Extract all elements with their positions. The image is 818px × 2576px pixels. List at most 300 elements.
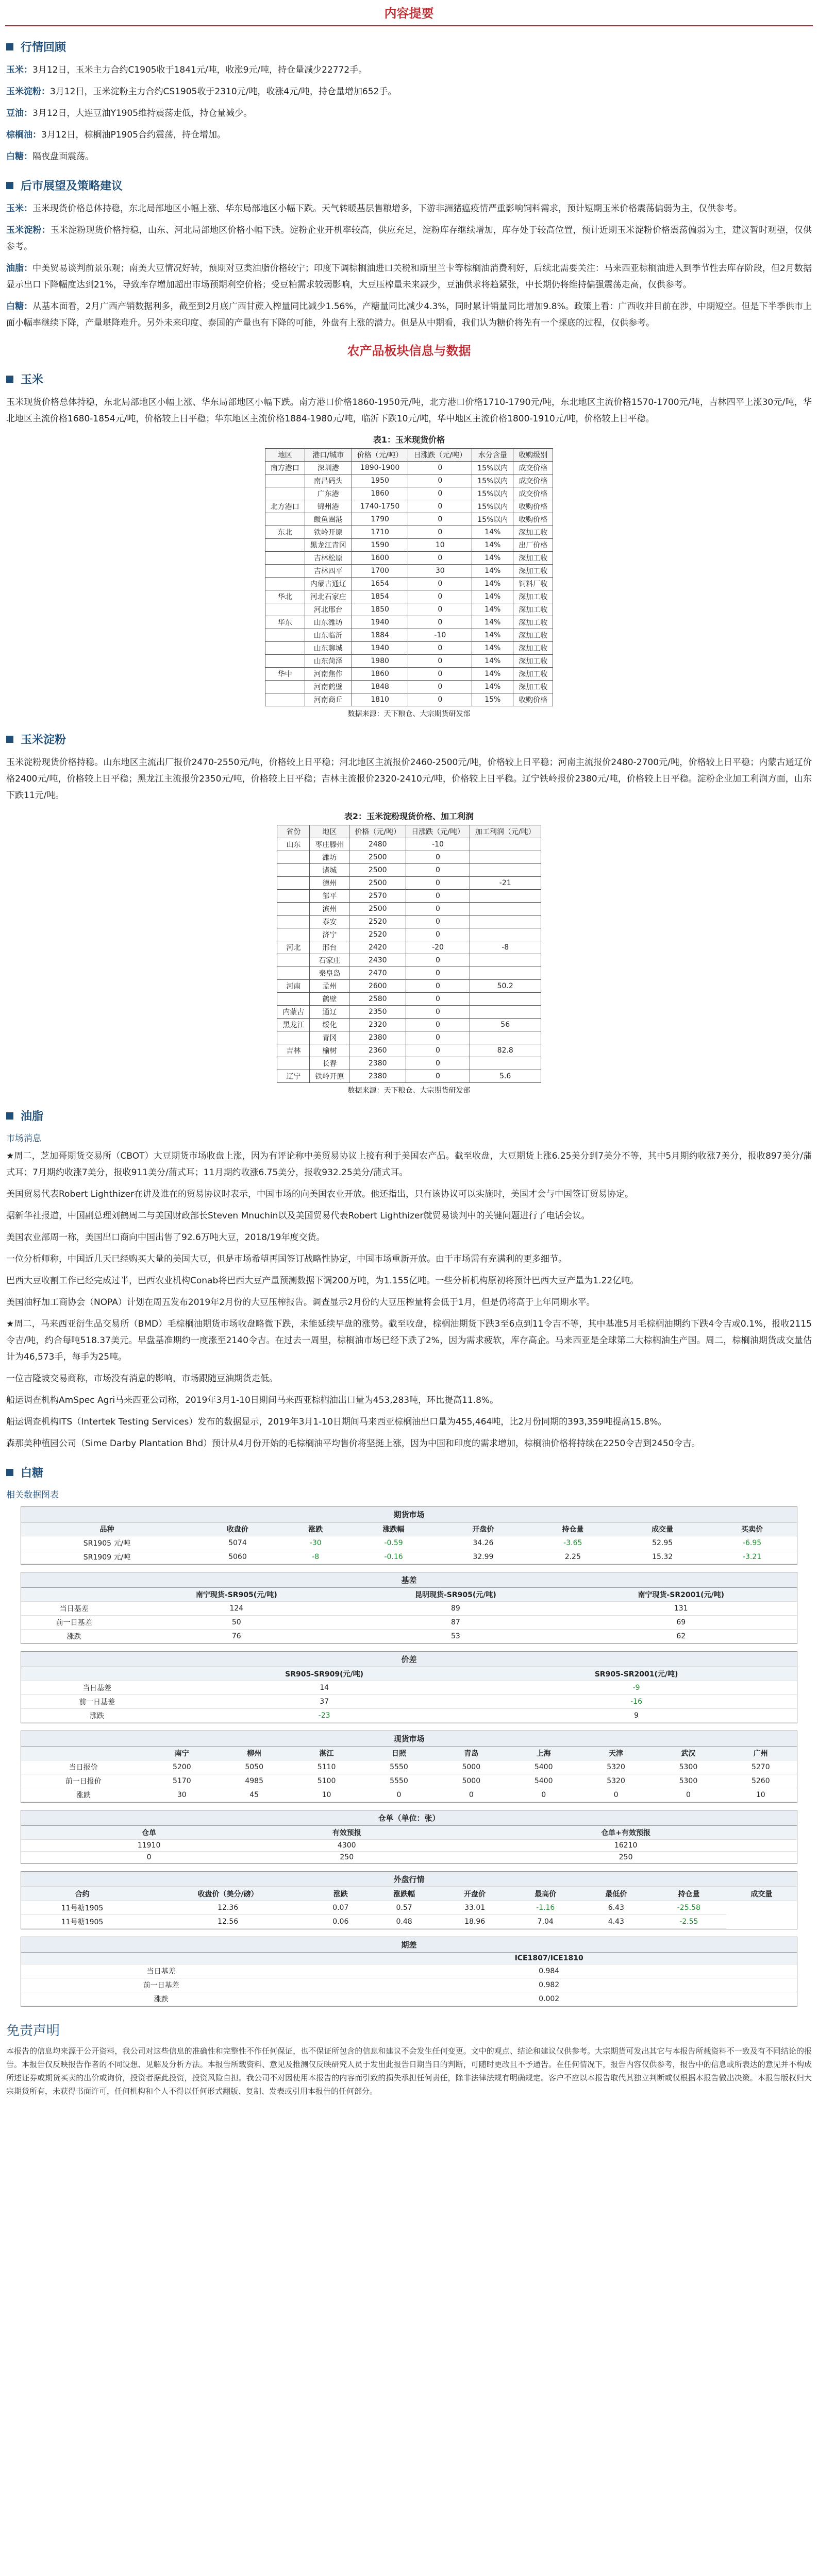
table-row [277,954,541,967]
corn-table-caption: 表1：玉米现货价格 [373,435,445,445]
review-item-lead: 玉米淀粉： [6,87,50,97]
table-row [277,1006,541,1019]
corn-table-cell: 1890-1900 [352,462,408,474]
corn-table-cell: 14% [472,552,513,565]
starch-table-cell: 2380 [349,1070,406,1083]
table-row [277,1070,541,1083]
sugar-warehouse-cell: 250 [455,1852,797,1863]
starch-table-cell: 2360 [349,1044,406,1057]
table-row [21,1681,797,1695]
sugar-basis-header: 昆明现货-SR905(元/吨) [346,1588,565,1602]
starch-table-cell [277,864,310,877]
table-row [21,1760,797,1774]
sugar-ratio-cell: 0.984 [301,1964,797,1978]
sugar-spot-cell: 4985 [218,1774,290,1788]
starch-table-cell [470,967,541,980]
corn-table-cell: 14% [472,526,513,539]
corn-table-cell: 1740-1750 [352,500,408,513]
starch-table-cell [277,928,310,941]
starch-table-cell: 山东 [277,838,310,851]
review-item [6,127,812,143]
table-row [265,552,553,565]
review-item [6,83,812,100]
review-list [0,62,818,165]
sugar-external-header: 最高价 [510,1887,581,1901]
table-row [277,941,541,954]
corn-table-cell: 深加工收 [513,616,553,629]
starch-table-cell: 济宁 [310,928,349,941]
starch-table-source: 数据来源：天下粮仓、大宗期货研发部 [347,1087,471,1095]
sugar-spot-cell: 10 [725,1788,797,1802]
corn-table-header: 价格（元/吨） [352,449,408,462]
sugar-spread-cell: 涨跌 [21,1709,173,1723]
oil-news-paragraph: 美国农业部周一称，美国出口商向中国出售了92.6万吨大豆，2018/19年度交货。 [6,1232,325,1243]
starch-table-header: 日涨跌（元/吨） [406,825,470,838]
sugar-spot-cell: 5260 [725,1774,797,1788]
corn-table-cell: 深加工收 [513,565,553,578]
oil-news-paragraph: ★周二，马来西亚衍生品交易所（BMD）毛棕榈油期货市场收盘略微下跌，未能延续早盘的涨势。截至收盘，棕榈油期货下跌3至6点到11令吉不等，其中基准5月毛棕榈油期约下跌4令吉或0.1%，报收2115令吉/吨，约合每吨518.37美元。早盘基准期约一度涨至2140令吉。在过去一周里，棕榈油市场已经下跌了2%，因为需求疲软，库存高企。马来西亚是全球第二大棕榈油生产国。周二，棕榈油期货成交量估计为46,573手，每手为25吨。 [6,1319,812,1362]
starch-table-cell: -20 [406,941,470,954]
oil-news-paragraph: 一位吉隆坡交易商称，市场没有消息的影响，市场跟随豆油期货走低。 [6,1374,278,1384]
corn-table-cell [265,655,305,668]
sugar-basis-title: 基差 [21,1572,797,1588]
sugar-futures-cell: -0.59 [349,1536,439,1550]
corn-table-cell: 14% [472,565,513,578]
corn-table-cell: 15%以内 [472,462,513,474]
outlook-item-text: 玉米淀粉现货价格持稳，山东、河北局部地区价格小幅下跌。淀粉企业开机率较高，供应充足，淀粉库存继续增加，库存处于较高位置，预计近期玉米淀粉价格震荡偏弱为主，建议暂时观望，仅供参考。 [6,225,812,252]
sugar-spot-cell: 0 [363,1788,435,1802]
sugar-basis-cell: 62 [565,1630,797,1643]
sugar-external-cell: 7.04 [510,1915,581,1929]
starch-table-cell: 德州 [310,877,349,890]
starch-table-cell: 82.8 [470,1044,541,1057]
table-row [21,1964,797,1978]
starch-table-cell: 绥化 [310,1019,349,1031]
sugar-spread-cell: 14 [173,1681,476,1695]
sugar-futures-cell: 32.99 [438,1550,528,1564]
sugar-warehouse-cell: 11910 [59,1840,239,1852]
sugar-ratio-table [21,1953,797,2006]
outlook-item-lead: 白糖： [6,301,33,312]
outlook-item [6,200,812,217]
corn-table-cell: 0 [408,603,472,616]
starch-table-cell: 河北 [277,941,310,954]
sugar-external-cell: 33.01 [440,1901,510,1915]
starch-table-cell: 0 [406,864,470,877]
corn-table-cell: 吉林松原 [305,552,352,565]
sugar-external-header: 持仓量 [652,1887,726,1901]
table-row [21,1774,797,1788]
sugar-spot-cell: 5100 [290,1774,362,1788]
sugar-warehouse-header: 仓单+有效预报 [455,1826,797,1840]
oil-news-paragraph: 美国贸易代表Robert Lighthizer在讲及谁在的贸易协议时表示，中国市场的向美国农业开放。他还指出，只有该协议可以实施时，美国才会与中国签订贸易协定。 [6,1189,634,1199]
sugar-spot-cell: 当日报价 [21,1760,146,1774]
sugar-spot-header: 天津 [580,1747,652,1760]
sugar-basis-cell: 89 [346,1602,565,1616]
sugar-spread-cell: 前一日基差 [21,1695,173,1709]
starch-table-cell: 0 [406,967,470,980]
section-bullet-icon [6,1469,13,1476]
starch-table-header-row [277,825,541,838]
sugar-spot-cell: 5550 [363,1774,435,1788]
starch-table-cell [277,916,310,928]
sugar-external-block [21,1871,797,1929]
sugar-warehouse-header: 有效预报 [239,1826,455,1840]
section-band-title: 农产品板块信息与数据 [347,344,471,358]
starch-table-cell: 青冈 [310,1031,349,1044]
corn-table-cell: 1654 [352,578,408,590]
sugar-futures-cell: 2.25 [528,1550,617,1564]
table-row [277,838,541,851]
corn-table-cell: 南昌码头 [305,474,352,487]
review-item-lead: 豆油： [6,108,32,118]
review-item-text: 3月12日，玉米主力合约C1905收于1841元/吨，收涨9元/吨，持仓量减少22772手。 [32,65,368,75]
sugar-spot-cell: 5300 [652,1760,724,1774]
sugar-futures-cell: -3.65 [528,1536,617,1550]
corn-table-cell: 14% [472,681,513,693]
corn-table-cell: 1790 [352,513,408,526]
starch-table-cell: 0 [406,916,470,928]
sugar-spot-cell: 0 [580,1788,652,1802]
table-row [277,903,541,916]
sugar-basis-cell: 76 [127,1630,346,1643]
table-row [21,1616,797,1630]
corn-table-cell: 14% [472,655,513,668]
corn-table-cell: 1600 [352,552,408,565]
sugar-warehouse-block [21,1810,797,1864]
starch-table-cell: 2380 [349,1031,406,1044]
starch-table-cell: 榆树 [310,1044,349,1057]
table-row [265,668,553,681]
starch-table-cell [470,916,541,928]
oil-news-paragraph: 船运调查机构ITS（Intertek Testing Services）发布的数据显示，2019年3月1-10日期间马来西亚棕榈油出口量为455,464吨，比2月份同期的393,359吨提高15.8%。 [6,1417,667,1427]
corn-table-cell [265,513,305,526]
sugar-futures-cell: 5074 [193,1536,282,1550]
starch-table-cell: 0 [406,903,470,916]
corn-table-cell: 1590 [352,539,408,552]
corn-table-cell: 14% [472,603,513,616]
corn-table-cell: 15%以内 [472,513,513,526]
corn-table-cell: 1940 [352,616,408,629]
corn-table-cell: 0 [408,474,472,487]
starch-table-cell: 2380 [349,1057,406,1070]
starch-table-cell: 2500 [349,877,406,890]
corn-table-cell: 0 [408,552,472,565]
sugar-ratio-header-row [21,1953,797,1964]
table-row [277,877,541,890]
starch-table-cell: 石家庄 [310,954,349,967]
corn-table-cell: 0 [408,681,472,693]
table-row [265,487,553,500]
table-row [265,693,553,706]
starch-table-cell [277,967,310,980]
sugar-basis-cell: 前一日基差 [21,1616,127,1630]
sugar-spot-cell: 5000 [435,1760,507,1774]
outlook-item-lead: 玉米淀粉： [6,225,51,235]
starch-table-cell: 0 [406,1070,470,1083]
starch-table-cell: 通辽 [310,1006,349,1019]
starch-table-cell [277,890,310,903]
corn-table-cell: 1980 [352,655,408,668]
corn-table-cell [265,693,305,706]
sugar-spot-cell: 5050 [218,1760,290,1774]
corn-table-cell: 0 [408,526,472,539]
sugar-warehouse-header: 仓单 [59,1826,239,1840]
corn-table-cell: 北方港口 [265,500,305,513]
starch-table-cell [470,993,541,1006]
corn-table-cell: 内蒙古通辽 [305,578,352,590]
corn-table-cell: 1850 [352,603,408,616]
sugar-basis-header-row [21,1588,797,1602]
starch-table-cell [470,954,541,967]
starch-table-cell: 长春 [310,1057,349,1070]
sugar-external-table [21,1887,797,1929]
sugar-external-cell: 11号糖1905 [21,1915,143,1929]
starch-table-cell [470,1057,541,1070]
sugar-futures-cell: SR1909 元/吨 [21,1550,193,1564]
sugar-external-header: 涨跌幅 [369,1887,440,1901]
corn-table-cell [265,681,305,693]
section-header-outlook: 后市展望及策略建议 [6,177,812,193]
outlook-item-text: 中美贸易谈判前景乐观；南美大豆情况好转，预期对豆类油脂价格较宁；印度下调棕榈油进口关税和斯里兰卡等棕榈油消费利好，后续北需要关注：马来西亚棕榈油进入到季节性去库存阶段，但2月数据显示出口下降幅度达到21%，导致库存增加超出市场预期利空价格；受豆粕需求较弱影响，大豆压榨量未来减少，豆油供求将趋紧张，中长期仍将维持偏强震荡走高，仅供参考。 [6,263,812,290]
corn-table-cell: 14% [472,668,513,681]
corn-table-cell [265,552,305,565]
corn-table-cell [265,565,305,578]
sugar-spot-header: 日照 [363,1747,435,1760]
corn-table-cell: 10 [408,539,472,552]
corn-table-cell: 深加工收 [513,629,553,642]
sugar-futures-header: 买卖价 [707,1522,797,1536]
corn-table-cell: 深加工收 [513,526,553,539]
corn-table-cell: 0 [408,500,472,513]
corn-table-cell: 1710 [352,526,408,539]
corn-table-cell: 华北 [265,590,305,603]
corn-table-cell: 1940 [352,642,408,655]
corn-table-cell: 深加工收 [513,668,553,681]
starch-table-cell: 0 [406,851,470,864]
corn-table-cell: 1884 [352,629,408,642]
sugar-external-header: 成交量 [726,1887,797,1901]
sugar-futures-cell: -30 [282,1536,349,1550]
sugar-spot-header: 柳州 [218,1747,290,1760]
corn-table-cell: 收购价格 [513,513,553,526]
sugar-futures-header-row [21,1522,797,1536]
sugar-warehouse-cell: 16210 [455,1840,797,1852]
sugar-external-cell: 12.36 [143,1901,312,1915]
sugar-external-header: 开盘价 [440,1887,510,1901]
sugar-spread-header-row [21,1667,797,1681]
starch-table-cell: 2600 [349,980,406,993]
sugar-external-cell: 0.57 [369,1901,440,1915]
corn-table-cell: 0 [408,693,472,706]
corn-table-cell: 深加工收 [513,681,553,693]
section-header-sugar: 白糖 [6,1464,812,1480]
table-row [265,474,553,487]
table-row [277,993,541,1006]
starch-table-cell: 0 [406,1019,470,1031]
sugar-ratio-cell: 0.982 [301,1978,797,1992]
doc-title: 内容提要 [384,6,434,21]
outlook-item [6,260,812,293]
starch-table-cell: -10 [406,838,470,851]
starch-table-cell: 河南 [277,980,310,993]
sugar-futures-header: 品种 [21,1522,193,1536]
sugar-spread-cell: -16 [476,1695,797,1709]
review-item-text: 3月12日，大连豆油Y1905维持震荡走低，持仓量减少。 [32,108,253,118]
section-bullet-icon [6,376,13,383]
corn-table-cell: 14% [472,629,513,642]
sugar-basis-cell: 涨跌 [21,1630,127,1643]
sugar-external-cell: 0.07 [312,1901,369,1915]
table-row [21,1630,797,1643]
sugar-warehouse-header-row [21,1826,797,1840]
review-item [6,148,812,165]
section-bullet-icon [6,736,13,743]
outlook-item [6,298,812,331]
starch-table-cell [277,993,310,1006]
sugar-spread-header: SR905-SR909(元/吨) [173,1667,476,1681]
review-item-lead: 棕榈油： [6,130,41,140]
table-row [277,1019,541,1031]
corn-table-cell: 锦州港 [305,500,352,513]
corn-table-cell: 深加工收 [513,552,553,565]
starch-table-cell: 2580 [349,993,406,1006]
starch-table-cell: -21 [470,877,541,890]
starch-table-cell [470,864,541,877]
table-row [21,1901,797,1915]
sugar-basis-cell: 53 [346,1630,565,1643]
sugar-spot-cell: 5400 [507,1760,579,1774]
sugar-spot-header: 广州 [725,1747,797,1760]
starch-table-cell [470,928,541,941]
review-item [6,105,812,122]
sugar-futures-cell: -8 [282,1550,349,1564]
sugar-futures-header: 收盘价 [193,1522,282,1536]
starch-table-cell: 内蒙古 [277,1006,310,1019]
sugar-basis-header [21,1588,127,1602]
table-row [277,1044,541,1057]
disclaimer-title: 免责声明 [6,2023,60,2039]
corn-table-cell: 黑龙江青冈 [305,539,352,552]
starch-table-header: 价格（元/吨） [349,825,406,838]
sugar-spot-cell: 0 [507,1788,579,1802]
table-row [265,629,553,642]
corn-table-source: 数据来源：天下粮仓、大宗期货研发部 [347,710,471,718]
sugar-spot-cell: 10 [290,1788,362,1802]
corn-table-cell: 成交价格 [513,487,553,500]
starch-price-table [277,825,541,1083]
sugar-external-cell: 4.43 [581,1915,652,1929]
sugar-ratio-title: 期差 [21,1937,797,1953]
table-row [21,1536,797,1550]
starch-table-cell [277,903,310,916]
sugar-futures-header: 持仓量 [528,1522,617,1536]
starch-table-header: 加工利润（元/吨） [470,825,541,838]
starch-table-cell: 铁岭开原 [310,1070,349,1083]
section-bullet-icon [6,43,13,50]
corn-table-header-row [265,449,553,462]
starch-table-cell: 2570 [349,890,406,903]
sugar-basis-table [21,1588,797,1643]
starch-table-cell [470,1006,541,1019]
sugar-spot-cell: 30 [146,1788,218,1802]
starch-table-cell [277,851,310,864]
corn-table-cell [265,578,305,590]
corn-table-cell: 山东聊城 [305,642,352,655]
sugar-spread-block [21,1651,797,1723]
review-item-text: 3月12日，玉米淀粉主力合约CS1905收于2310元/吨，收涨4元/吨，持仓量增加652手。 [50,87,397,97]
sugar-spread-cell: 当日基差 [21,1681,173,1695]
review-item-text: 3月12日，棕榈油P1905合约震荡，持仓增加。 [41,130,226,140]
corn-table-cell: 鲅鱼圈港 [305,513,352,526]
starch-table-cell: 0 [406,1031,470,1044]
oil-news-paragraph: 森那美种植园公司（Sime Darby Plantation Bhd）预计从4月份开始的毛棕榈油平均售价将坚挺上涨，因为中国和印度的需求增加，棕榈油价格将持续在2250令吉到2450令吉。 [6,1438,700,1449]
sugar-spot-cell: 5320 [580,1774,652,1788]
sugar-spot-table [21,1747,797,1802]
corn-table-cell: 15% [472,693,513,706]
sugar-external-cell: 0.48 [369,1915,440,1929]
corn-table-cell: 0 [408,655,472,668]
corn-table-cell: 14% [472,539,513,552]
table-row [21,1602,797,1616]
sugar-spread-header [21,1667,173,1681]
section-header-corn: 玉米 [6,371,812,387]
sugar-futures-cell: -0.16 [349,1550,439,1564]
corn-table-cell: 0 [408,462,472,474]
starch-table-cell: 0 [406,928,470,941]
sugar-futures-cell: -3.21 [707,1550,797,1564]
sugar-warehouse-title: 仓单（单位：张） [21,1810,797,1826]
starch-table-cell: 枣庄滕州 [310,838,349,851]
starch-table-cell: 邢台 [310,941,349,954]
sugar-external-cell: 18.96 [440,1915,510,1929]
corn-table-cell: 30 [408,565,472,578]
table-row [265,462,553,474]
table-row [265,590,553,603]
sugar-spot-cell: 5110 [290,1760,362,1774]
sugar-spot-cell: 0 [435,1788,507,1802]
sugar-spot-header [21,1747,146,1760]
corn-table-cell: 14% [472,578,513,590]
starch-table-cell: 56 [470,1019,541,1031]
sugar-spot-header: 南宁 [146,1747,218,1760]
outlook-item [6,222,812,255]
starch-table-cell: 2520 [349,916,406,928]
sugar-spot-header: 青岛 [435,1747,507,1760]
oil-news-paragraph: 巴西大豆收割工作已经完成过半，巴西农业机构Conab将巴西大豆产量预测数据下调200万吨，为1.155亿吨。一些分析机构原初将预计巴西大豆产量为1.22亿吨。 [6,1276,639,1286]
starch-table-cell: 0 [406,993,470,1006]
starch-table-cell: 0 [406,1057,470,1070]
oil-news-paragraph: ★周二，芝加哥期货交易所（CBOT）大豆期货市场收盘上涨，因为有评论称中美贸易协议上接有利于美国农产品。截至收盘，大豆期货上涨6.25美分到7美分不等，其中5月期约收涨7美分，报收897美分/蒲式耳；7月期约收涨7美分，报收911美分/蒲式耳；11月期约收涨6.75美分，报收932.25美分/蒲式耳。 [6,1151,812,1178]
corn-table-cell: 深圳港 [305,462,352,474]
sugar-basis-cell: 124 [127,1602,346,1616]
sugar-external-cell: 12.56 [143,1915,312,1929]
outlook-item-text: 玉米现货价格总体持稳，东北局部地区小幅上涨、华东局部地区小幅下跌。天气转暖基层售粮增多，下游非洲猪瘟疫情严重影响饲料需求，预计短期玉米价格震荡偏弱为主，仅供参考。 [32,204,742,214]
sugar-futures-table [21,1522,797,1564]
sugar-spot-cell: 涨跌 [21,1788,146,1802]
section-bullet-icon [6,182,13,189]
corn-table-header: 收购级别 [513,449,553,462]
sugar-warehouse-cell [21,1840,59,1852]
corn-intro: 玉米现货价格总体持稳，东北局部地区小幅上涨、华东局部地区小幅下跌。南方港口价格1860-1950元/吨，北方港口价格1710-1790元/吨，东北地区主流价格1570-1700元/吨，吉林四平上涨30元/吨，华北地区主流价格1680-1854元/吨，价格较上日平稳；华东地区主流价格1884-1980元/吨，临沂下跌10元/吨，华中地区主流价格1800-1910元/吨，价格较上日平稳。 [6,397,812,424]
starch-table-cell: 秦皇岛 [310,967,349,980]
corn-table-header: 港口/城市 [305,449,352,462]
sugar-external-header: 收盘价（美分/磅） [143,1887,312,1901]
sugar-basis-header: 南宁现货-SR2001(元/吨) [565,1588,797,1602]
starch-table-cell: -8 [470,941,541,954]
sugar-warehouse-header [21,1826,59,1840]
starch-table-cell [470,851,541,864]
